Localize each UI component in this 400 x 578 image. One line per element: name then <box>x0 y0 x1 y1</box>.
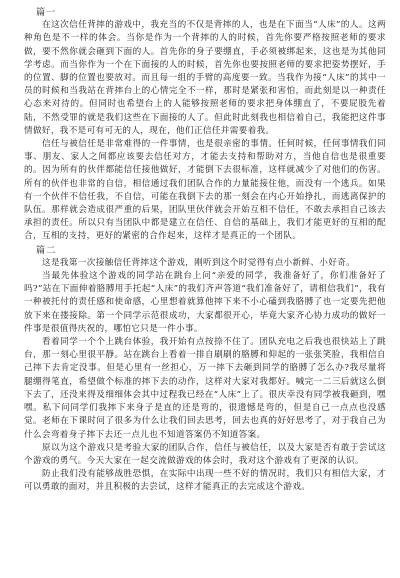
paragraph: 防止我们没有能够战胜恐惧，在实际中出现一些不好的情况时，我们只有相信大家，才可以勇敢的面对，并且积极的去尝试，这样才能真正的去完成这个游戏。 <box>24 469 386 493</box>
paragraph: 当最先体验这个游戏的同学站在跳台上问“亲爱的同学，我准备好了，你们准备好了吗?”站在下面伸着胳膊用手托起“人床”的我们齐声答道“我们准备好了，请相信我们”，我有一种被托付的责任感和使命感，心里想着就算他摔下来不小心磕到我胳膊了也一定要先把他放下来在搂接除。第一个同学示范很成功，大家都很开心，毕竟大家齐心协力成功的做好一件事是很值得庆祝的，哪怕它只是一件小事。 <box>24 271 386 334</box>
paragraph: 看着同学一个个上跳台体验，我开始有点按捺不住了。团队充电之后我也很快站上了跳台，那一刻心里很平静。站在跳台上看着一排自刷刷的胳膊和仰起的一张张笑脸，我相信自己摔下去肯定没事。但是心里有一丝担心，万一摔下去砸到同学的胳膊了怎么办?我尽量将腿绷得笔直，希望做个标准的摔下去的动作，这样对大家对我都好。喊完一二三后就这么倒下去了，还没来得及细细体会其中过程我已经在“人床”上了。很庆幸没有同学被我砸到，嘿嘿。私下问同学们我摔下来身子是直的还是弯的，很遗憾是弯的，但是自己一点点也没感觉。老师在下课时问了很多为什么让我们回去思考，回去也真的好好思考了，对于我自己为什么会弯着身子摔下去还一点儿也不知道答案仍不知道答案。 <box>24 337 386 440</box>
paragraph: 信任与被信任是非常难得的一件事情，也是很亲密的事情。任何时候，任何事情我们同事、朋友、家人之间都应该要去信任对方，才能去支持和帮助对方，当他自信也是很重要的。因为所有的伙伴都能信任接他做好，才能倒下去很标准，这样就减少了对他们的伤害。所有的伙伴也非常的自信，相信通过我们团队合作的力量能接住他，而没有一个逃兵。如果有一个伙伴不信任我，不自信，可能在我倒下去的那一刻会在内心开始挣扎，而逃离保护的队伍。那样就会造成很严重的后果，团队里伙伴就会开始互相不信任，不敢去承担自己该去承担的责任。所以只有当团队中都是建立在信任、自信的基础上，我们才能更好的互相的配合，互相的支持，更好的紧密的合作起来，这样才是真正的一个团队。 <box>24 139 386 242</box>
section-1 <box>24 6 386 244</box>
paragraph: 这是我第一次接触信任背摔这个游戏，刚听到这个时觉得有点小新鲜、小好奇。 <box>42 257 356 268</box>
section-2 <box>24 244 386 495</box>
paragraph: 原以为这个游戏只是考验大家的团队合作，信任与被信任，以及大家是否有敢于尝试这个游戏的勇气。今天大家在一起交流做游戏的体会时，我对这个游戏有了更深的认识。 <box>24 442 386 466</box>
section-2-heading: 篇二 <box>36 244 57 256</box>
document-body <box>24 6 386 495</box>
paragraph: 在这次信任背摔的游戏中，我充当的不仅是背摔的人，也是在下面当“人床”的人。这两种角色是不一样的体会。当你是作为一个背摔的人的时候，首先你要严格按照老师的要求做，要不然你就会砸到下面的人。首先你的身子要绷直，手必须被绑起来，这也是为其他同学考虑。而当你作为一个在下面接的人的时候，首先你也要按照老师的要求把姿势摆好，手的位置、脚的位置也要放对。而且每一组的手臂的高度要一致。当我作为接“人床”的其中一员的时候和当我站在背摔台上的心情完全不一样，那时是紧张和害怕，而此刻是以一种责任心态来对待的。但同时也希望台上的人能够按照老师的要求把身体绷直了，不要屁股先着陆，不然受罪的就是我们这些在下面接的人了。但此时此刻我也相信着自己，我能把这件事情做好，我不是可有可无的人，现在，他们正信任并需要着我。 <box>24 20 386 136</box>
section-1-heading: 篇一 <box>36 7 57 18</box>
